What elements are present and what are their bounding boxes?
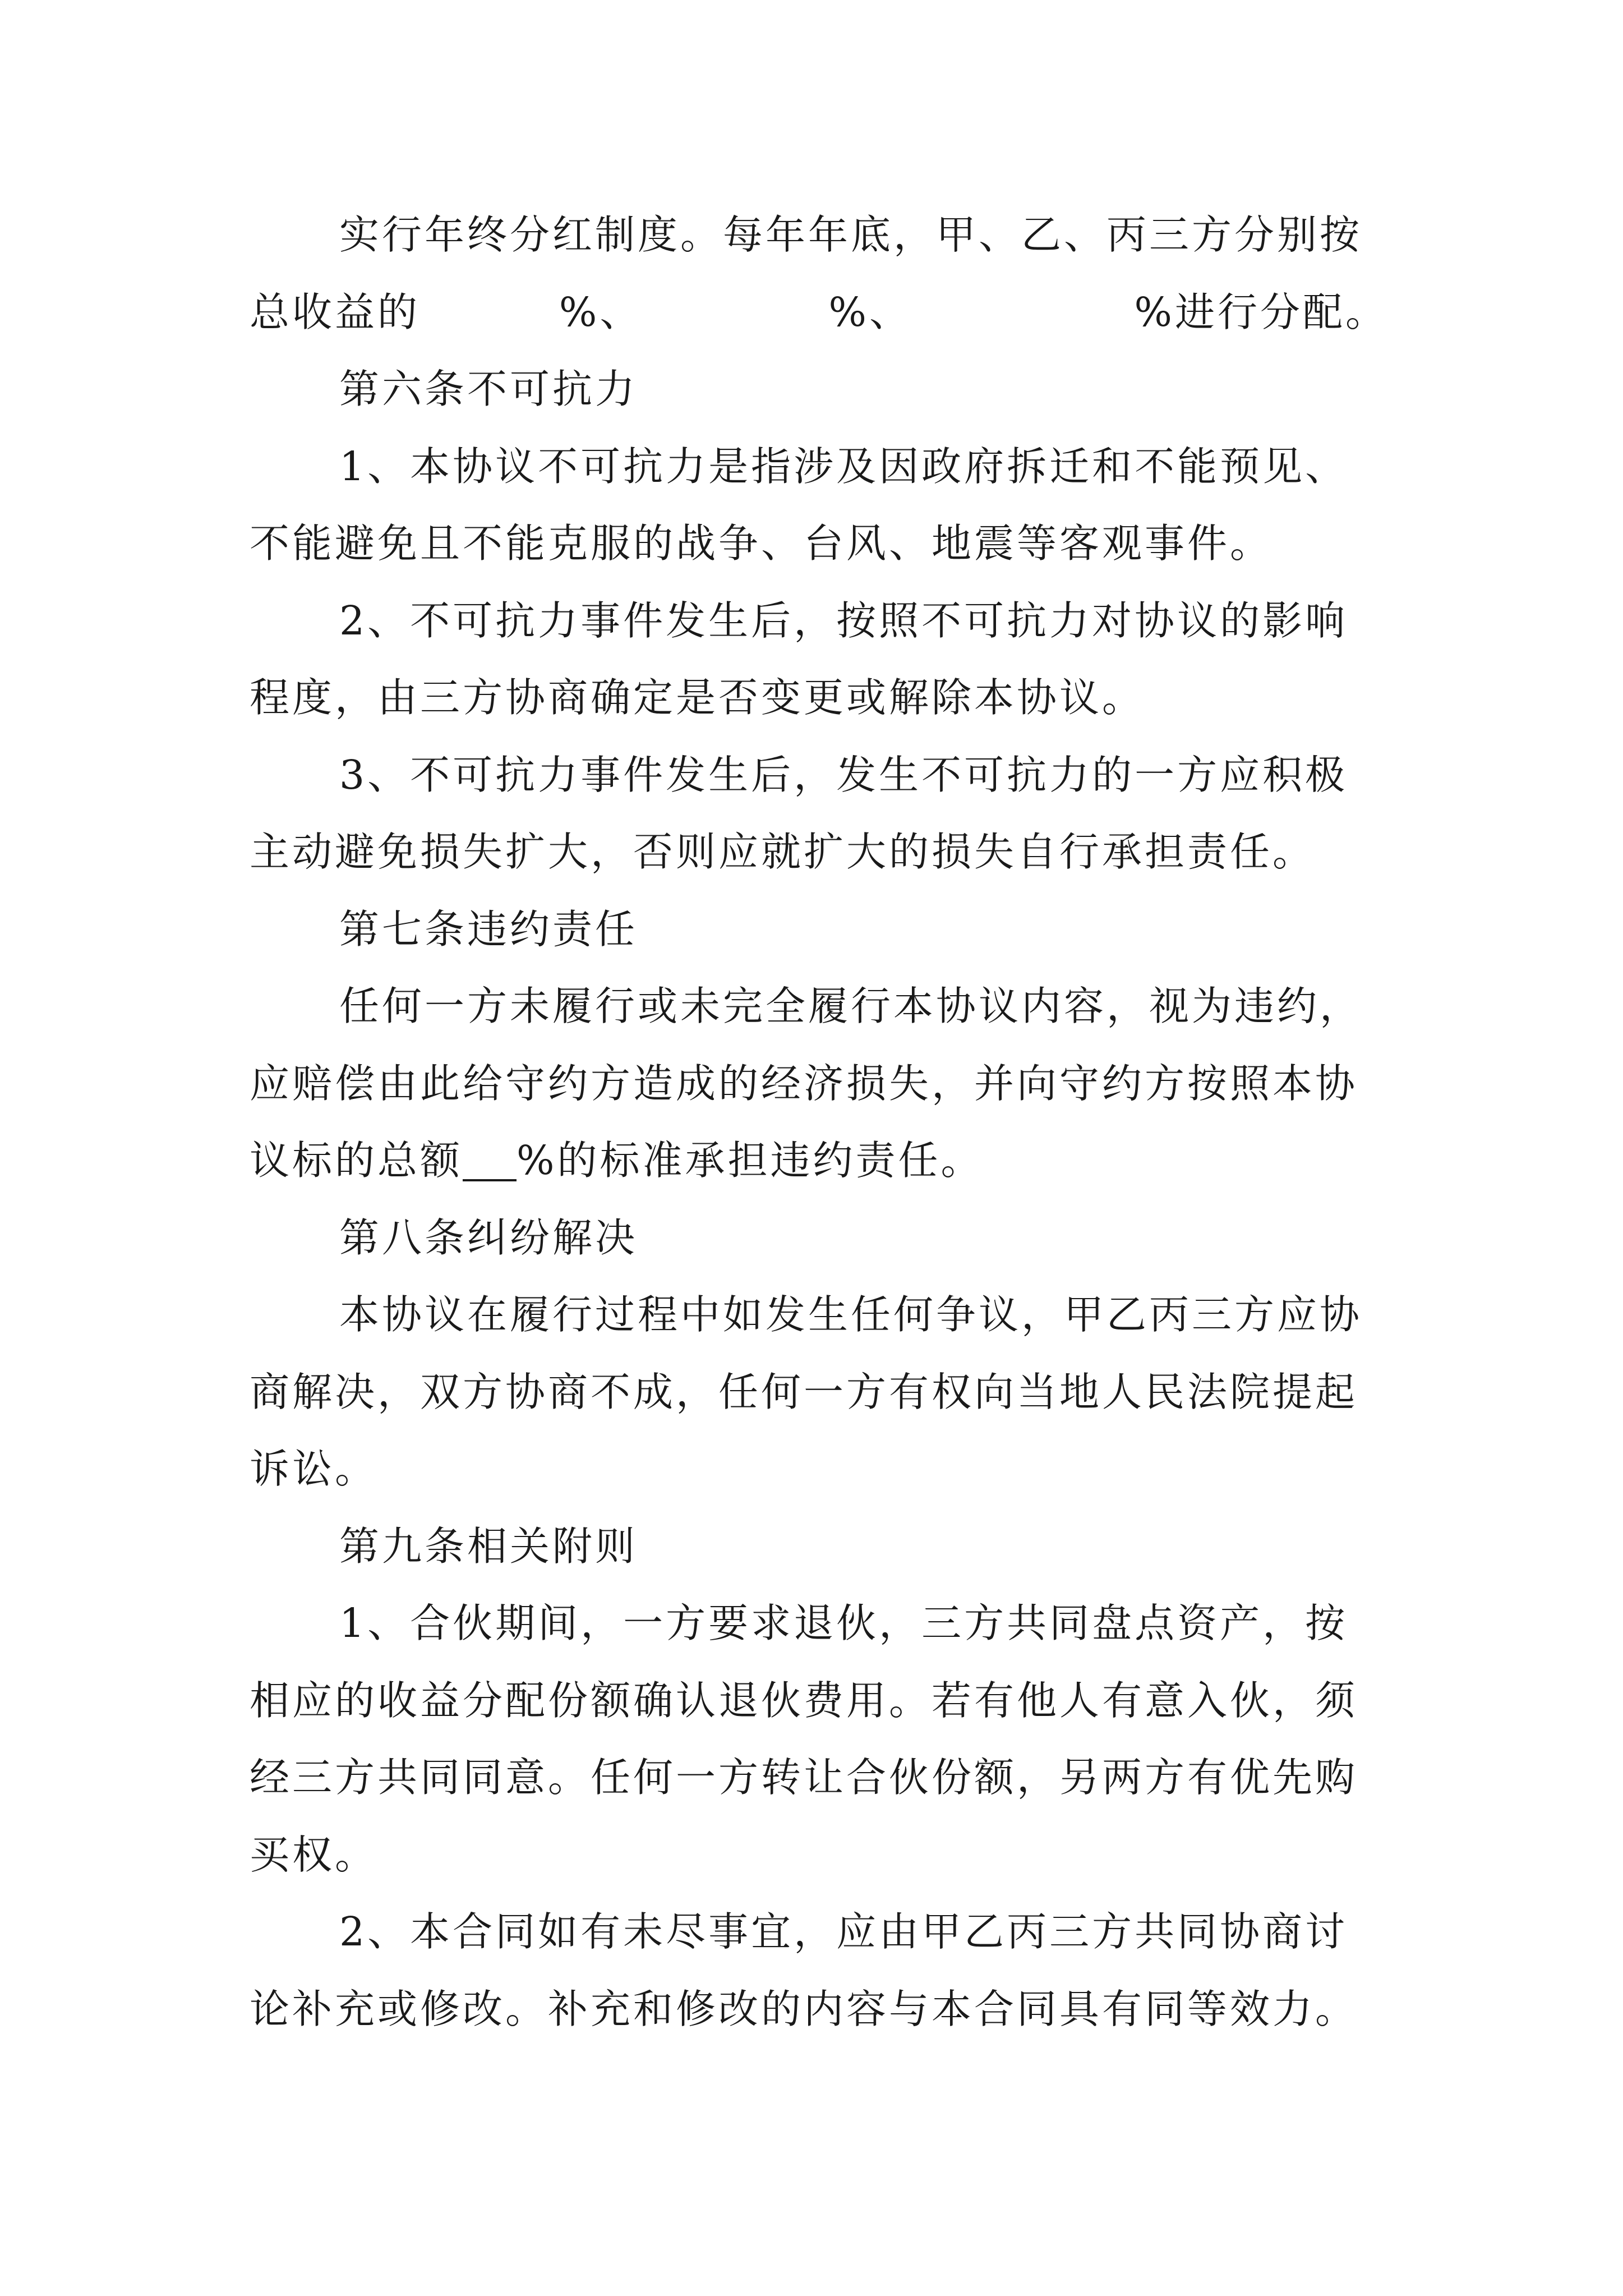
blank-underline [463,1179,517,1181]
text-line: 商解决，双方协商不成，任何一方有权向当地人民法院提起 [250,1368,1358,1415]
text-line: 1、合伙期间，一方要求退伙，三方共同盘点资产，按 [339,1600,1348,1646]
text-line: 2、本合同如有未尽事宜，应由甲乙丙三方共同协商讨 [339,1908,1348,1955]
profit-share-pct-2: %、 [828,288,912,335]
section-heading: 第八条纠纷解决 [339,1214,638,1261]
text-line: 本协议在履行过程中如发生任何争议，甲乙丙三方应协 [339,1291,1363,1338]
text-line: 论补充或修改。补充和修改的内容与本合同具有同等效力。 [250,1985,1358,2032]
section-heading: 第七条违约责任 [339,905,638,953]
text-line: 主动避免损失扩大，否则应就扩大的损失自行承担责任。 [250,829,1316,875]
text-line: 任何一方未履行或未完全履行本协议内容，视为违约， [339,983,1363,1029]
section-heading: 第六条不可抗力 [339,366,638,412]
text-line: 2、不可抗力事件发生后，按照不可抗力对协议的影响 [339,597,1348,644]
profit-share-pct-1: %、 [559,288,643,335]
text-line: 相应的收益分配份额确认退伙费用。若有他人有意入伙，须 [250,1677,1358,1724]
section-heading: 第九条相关附则 [339,1522,638,1570]
text-line: 买权。 [250,1831,378,1878]
text-line: 程度，由三方协商确定是否变更或解除本协议。 [250,674,1145,721]
text-line: 不能避免且不能克服的战争、台风、地震等客观事件。 [250,520,1273,567]
profit-share-prefix: 总收益的 [250,288,421,335]
text-line: 诉讼。 [250,1446,378,1492]
penalty-suffix: %的标准承担违约责任。 [517,1137,984,1184]
text-line: 1、本协议不可抗力是指涉及因政府拆迁和不能预见、 [339,443,1348,490]
penalty-prefix: 议标的总额 [250,1137,463,1184]
text-line: 实行年终分红制度。每年年底，甲、乙、丙三方分别按 [339,211,1363,258]
profit-share-line [250,274,1388,351]
document-body [250,196,1388,2047]
text-line: 经三方共同同意。任何一方转让合伙份额，另两方有优先购 [250,1754,1358,1801]
text-line: 3、不可抗力事件发生后，发生不可抗力的一方应积极 [339,751,1348,798]
profit-share-suffix: %进行分配。 [1134,288,1388,335]
text-line: 应赔偿由此给守约方造成的经济损失，并向守约方按照本协 [250,1060,1358,1107]
penalty-line [250,1122,1388,1199]
